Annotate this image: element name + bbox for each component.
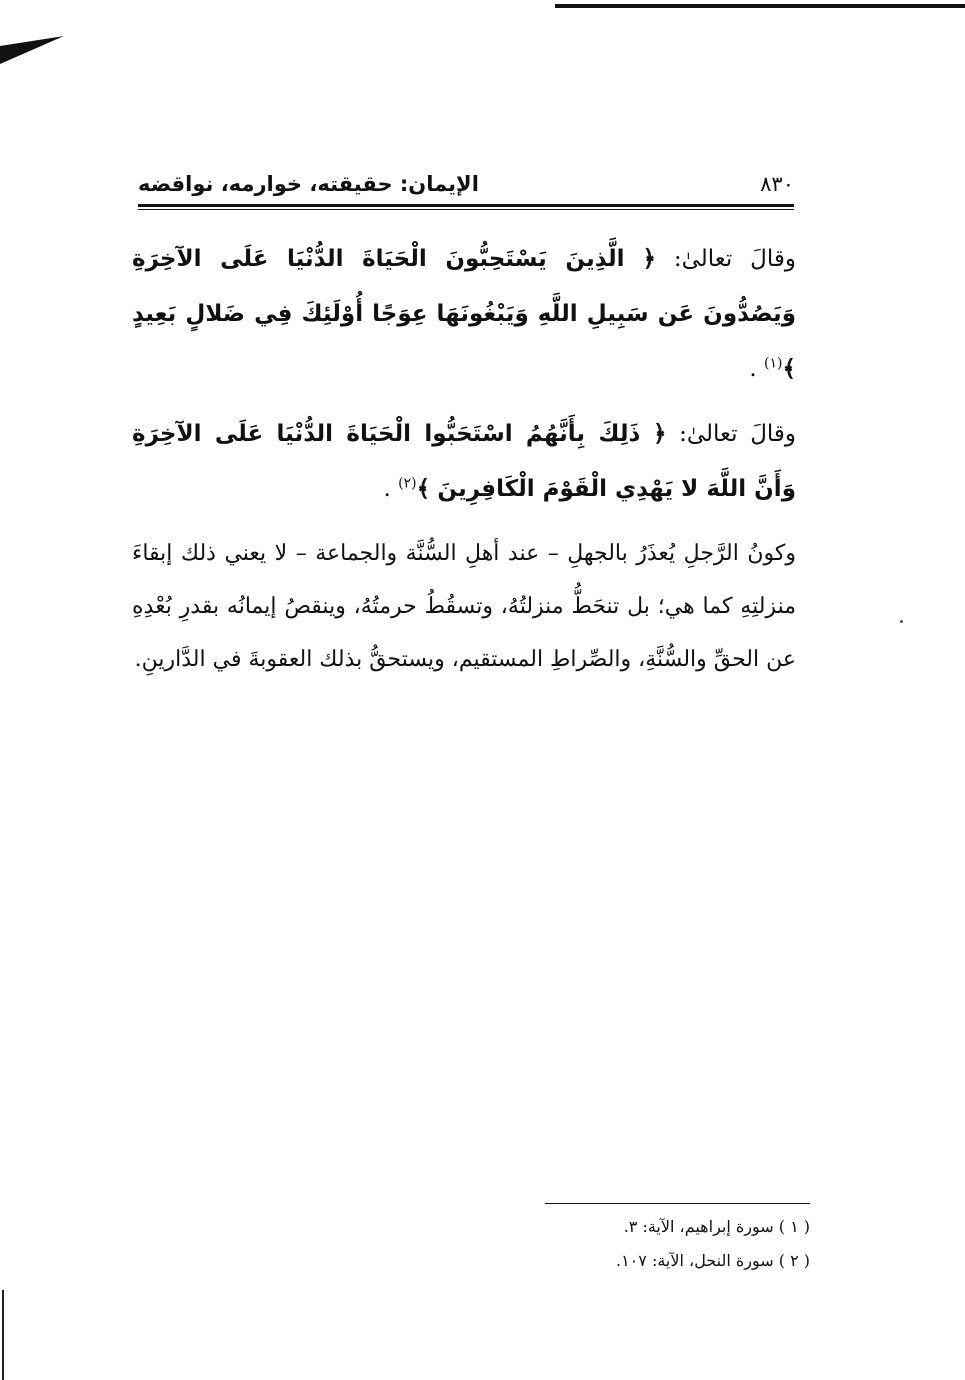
footnote-reference: (١) [764, 355, 783, 372]
footnote-text: سورة إبراهيم، الآية: ٣. [623, 1217, 774, 1236]
footnote-number: ( ١ ) [778, 1217, 810, 1236]
page-number: ٨٣٠ [760, 172, 794, 196]
sentence-end: . [383, 476, 391, 502]
header-rule-secondary [138, 209, 794, 210]
verse-intro: وقالَ تعالىٰ: [679, 421, 797, 447]
footnote-item [500, 1210, 810, 1244]
verse-open-bracket: ﴿ [652, 421, 667, 447]
verse-close-bracket: ﴾ [416, 476, 431, 502]
scan-left-edge-line [2, 1290, 4, 1380]
verse-paragraph-1 [132, 232, 796, 397]
verse-intro: وقالَ تعالىٰ: [673, 246, 797, 272]
footnote-text: سورة النحل، الآية: ١٠٧. [615, 1251, 774, 1270]
body-paragraph: وكونُ الرَّجلِ يُعذَرُ بالجهلِ – عند أهلِ السُّنَّة والجماعة – لا يعني ذلك إبقاءَ منزلتِهِ كما هي؛ بل تنحَطُّ منزلتُهُ، وتسقُطُ حرمتُهُ، وينقصُ إيمانُه بقدرِ بُعْدِهِ عن الحقِّ والسُّنَّةِ، والصِّراطِ المستقيم، ويستحقُّ بذلك العقوبةَ في الدَّارينِ. [132, 541, 796, 672]
footnotes [500, 1210, 810, 1278]
verse-close-bracket: ﴾ [782, 356, 796, 382]
quran-verse: الَّذِينَ يَسْتَحِبُّونَ الْحَيَاةَ الدُّنْيَا عَلَى الآخِرَةِ وَيَصُدُّونَ عَن سَبِيلِ اللَّهِ وَيَبْغُونَهَا عِوَجًا أُوْلَئِكَ فِي ضَلالٍ بَعِيدٍ [132, 246, 796, 327]
footnote-reference: (٢) [398, 475, 417, 492]
sentence-end: . [749, 356, 757, 382]
verse-open-bracket: ﴿ [642, 246, 656, 272]
footnote-item [500, 1244, 810, 1278]
verse-paragraph-2 [132, 407, 796, 517]
footnote-separator [545, 1203, 810, 1204]
scan-top-edge-line [555, 4, 965, 8]
running-header [138, 168, 794, 206]
footnote-number: ( ٢ ) [778, 1251, 810, 1270]
scan-speck [900, 620, 903, 623]
header-rule [138, 204, 794, 207]
book-title: الإيمان: حقيقته، خوارمه، نواقضه [138, 172, 479, 196]
quran-verse: ذَلِكَ بِأَنَّهُمُ اسْتَحَبُّوا الْحَيَاةَ الدُّنْيَا عَلَى الآخِرَةِ وَأَنَّ اللَّهَ لا يَهْدِي الْقَوْمَ الْكَافِرِينَ [132, 421, 796, 502]
main-text [132, 232, 796, 696]
scan-corner-mark [0, 36, 66, 66]
